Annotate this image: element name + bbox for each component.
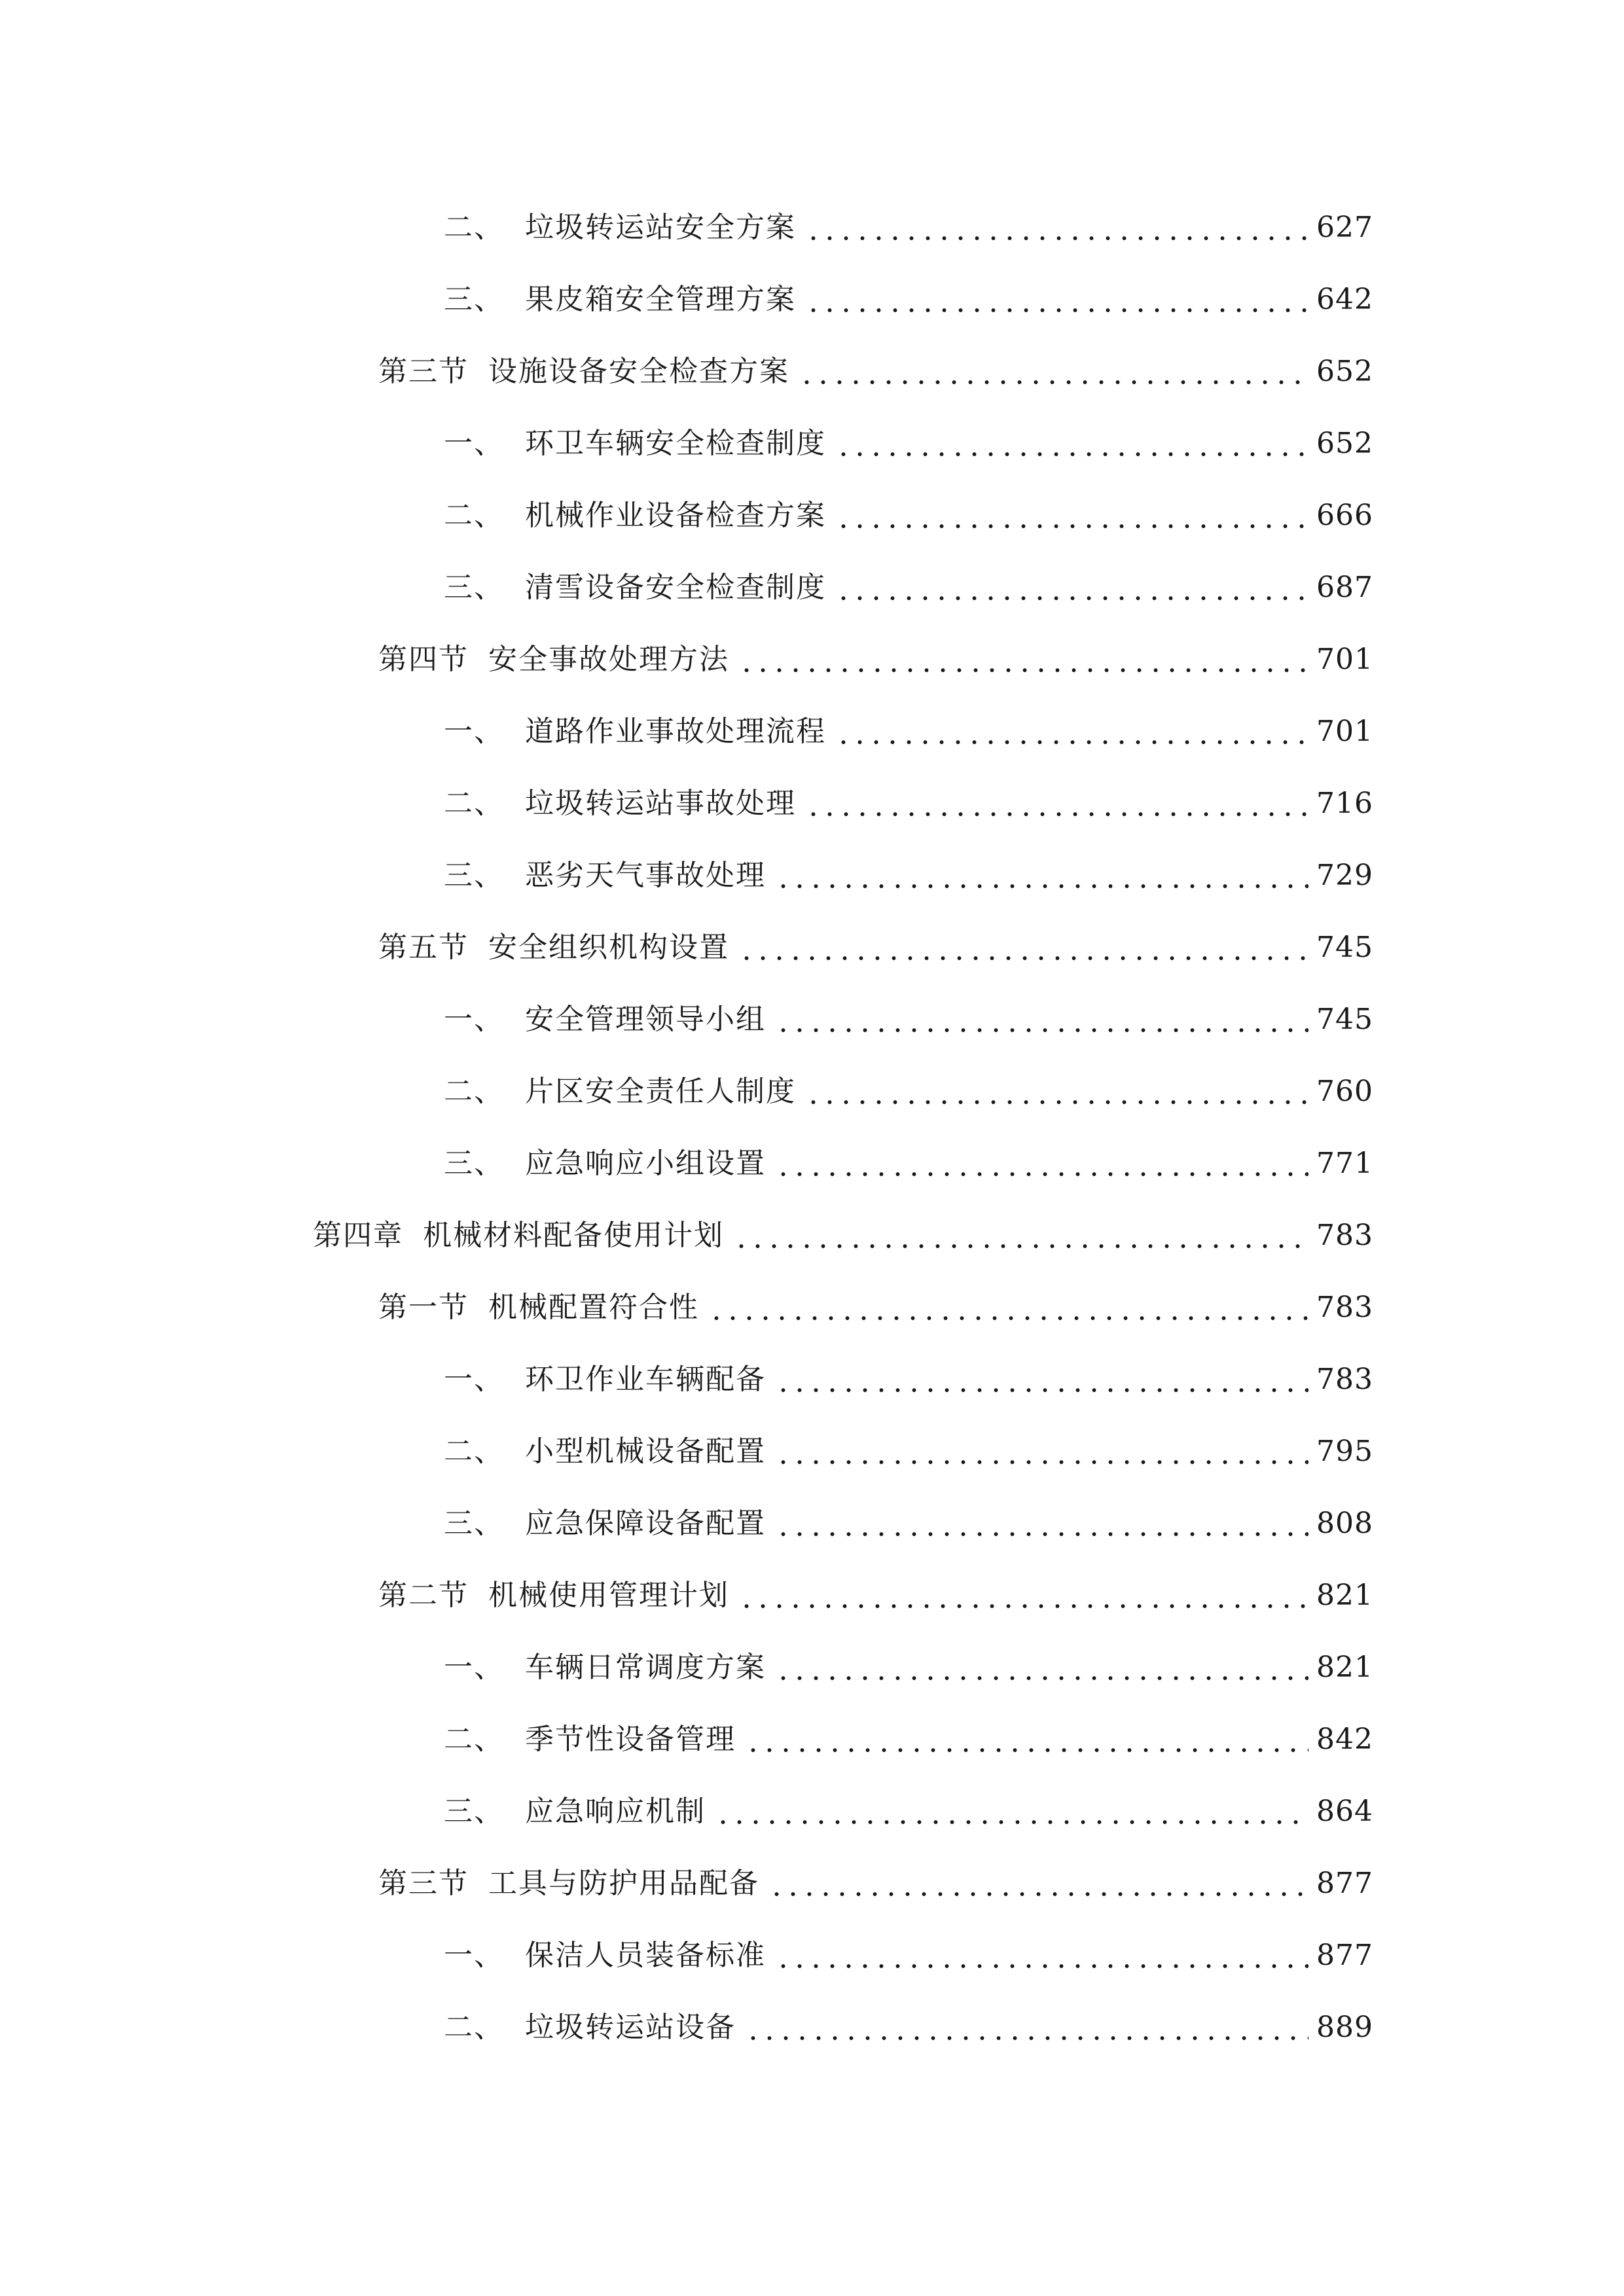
toc-dot-leader	[805, 787, 1308, 820]
toc-entry-number: 三、	[444, 859, 504, 892]
toc-entry-number: 第三节	[378, 1867, 469, 1900]
toc-entry-number: 一、	[444, 1363, 504, 1396]
toc-entry-page-number: 745	[1316, 931, 1373, 964]
toc-entry-number: 第四章	[313, 1219, 403, 1252]
toc-entry-title: 环卫作业车辆配备	[525, 1363, 766, 1396]
toc-entry[interactable]	[0, 1058, 1624, 1130]
toc-entry[interactable]	[0, 1706, 1624, 1778]
toc-entry-number: 三、	[444, 1147, 504, 1180]
toc-entry-row	[444, 859, 1373, 892]
toc-entry-row	[444, 1075, 1373, 1108]
toc-entry-title: 应急响应小组设置	[525, 1147, 766, 1180]
toc-entry-page-number: 652	[1316, 427, 1373, 460]
toc-entry-page-number: 795	[1316, 1435, 1373, 1468]
toc-entry-title: 应急响应机制	[525, 1795, 706, 1828]
toc-dot-leader	[835, 427, 1308, 460]
toc-entry-number: 二、	[444, 2011, 504, 2044]
toc-entry-page-number: 666	[1316, 499, 1373, 532]
toc-dot-leader	[775, 1147, 1308, 1180]
toc-dot-leader	[775, 859, 1308, 892]
toc-dot-leader	[775, 1939, 1308, 1972]
toc-entry-page-number: 783	[1316, 1363, 1373, 1396]
toc-entry-row	[444, 1651, 1373, 1684]
toc-entry-page-number: 771	[1316, 1147, 1373, 1180]
toc-entry-number: 第四节	[378, 643, 469, 676]
toc-entry[interactable]	[0, 698, 1624, 770]
toc-entry-number: 第五节	[378, 931, 469, 964]
toc-entry-row	[444, 1723, 1373, 1756]
toc-entry-number: 三、	[444, 571, 504, 604]
toc-entry[interactable]	[0, 266, 1624, 338]
toc-entry-number: 二、	[444, 211, 504, 244]
toc-entry[interactable]	[0, 986, 1624, 1058]
toc-entry-number: 一、	[444, 1651, 504, 1684]
toc-entry-number: 第三节	[378, 355, 469, 388]
toc-entry-title: 小型机械设备配置	[525, 1435, 766, 1468]
toc-entry-title: 工具与防护用品配备	[488, 1867, 759, 1900]
toc-entry[interactable]	[0, 1994, 1624, 2066]
toc-entry-title: 机械材料配备使用计划	[423, 1219, 724, 1252]
toc-entry-number: 第一节	[378, 1291, 469, 1324]
toc-entry-title: 安全组织机构设置	[488, 931, 729, 964]
toc-entry-row	[444, 571, 1373, 604]
toc-entry[interactable]	[0, 1850, 1624, 1922]
toc-entry-number: 第二节	[378, 1579, 469, 1612]
toc-entry-number: 三、	[444, 1507, 504, 1540]
toc-entry-page-number: 745	[1316, 1003, 1373, 1036]
toc-entry-page-number: 842	[1316, 1723, 1373, 1756]
toc-entry[interactable]	[0, 1922, 1624, 1994]
toc-dot-leader	[799, 355, 1308, 388]
toc-entry-title: 片区安全责任人制度	[525, 1075, 796, 1108]
toc-entry-page-number: 716	[1316, 787, 1373, 820]
toc-entry-row	[444, 2011, 1373, 2044]
toc-entry-page-number: 652	[1316, 355, 1373, 388]
toc-dot-leader	[835, 715, 1308, 748]
toc-entry[interactable]	[0, 1274, 1624, 1346]
toc-entry[interactable]	[0, 482, 1624, 554]
toc-entry-row	[444, 1147, 1373, 1180]
toc-entry-row	[444, 1003, 1373, 1036]
toc-entry-page-number: 701	[1316, 643, 1373, 676]
toc-entry-number: 二、	[444, 1075, 504, 1108]
toc-entry-row	[378, 1579, 1373, 1612]
toc-entry-page-number: 877	[1316, 1867, 1373, 1900]
toc-entry[interactable]	[0, 626, 1624, 698]
toc-dot-leader	[775, 1003, 1308, 1036]
toc-entry-row	[313, 1219, 1373, 1252]
toc-entry-number: 一、	[444, 427, 504, 460]
toc-entry-page-number: 760	[1316, 1075, 1373, 1108]
toc-entry-title: 垃圾转运站安全方案	[525, 211, 796, 244]
toc-dot-leader	[768, 1867, 1308, 1900]
toc-entry[interactable]	[0, 554, 1624, 626]
toc-entry-row	[378, 1867, 1373, 1900]
toc-entry[interactable]	[0, 1418, 1624, 1490]
toc-entry-title: 道路作业事故处理流程	[525, 715, 826, 748]
toc-entry[interactable]	[0, 842, 1624, 914]
toc-dot-leader	[835, 571, 1308, 604]
toc-dot-leader	[775, 1435, 1308, 1468]
toc-entry-number: 三、	[444, 1795, 504, 1828]
toc-entry-page-number: 627	[1316, 211, 1373, 244]
toc-entry-page-number: 729	[1316, 859, 1373, 892]
toc-entry-page-number: 877	[1316, 1939, 1373, 1972]
toc-dot-leader	[775, 1651, 1308, 1684]
toc-entry-number: 一、	[444, 715, 504, 748]
toc-entry[interactable]	[0, 194, 1624, 266]
toc-entry[interactable]	[0, 1202, 1624, 1274]
toc-dot-leader	[805, 283, 1308, 316]
toc-entry-row	[444, 787, 1373, 820]
toc-entry-row	[444, 283, 1373, 316]
toc-entry-row	[444, 427, 1373, 460]
toc-dot-leader	[835, 499, 1308, 532]
toc-entry-number: 二、	[444, 1435, 504, 1468]
toc-entry-title: 机械配置符合性	[488, 1291, 699, 1324]
toc-entry-row	[378, 1291, 1373, 1324]
toc-entry-title: 应急保障设备配置	[525, 1507, 766, 1540]
toc-dot-leader	[745, 1723, 1308, 1756]
toc-entry-row	[378, 355, 1373, 388]
toc-entry-page-number: 701	[1316, 715, 1373, 748]
toc-entry-title: 垃圾转运站事故处理	[525, 787, 796, 820]
toc-entry[interactable]	[0, 1490, 1624, 1562]
toc-entry-row	[444, 1795, 1373, 1828]
toc-entry-title: 安全事故处理方法	[488, 643, 729, 676]
toc-entry[interactable]	[0, 1634, 1624, 1706]
toc-entry[interactable]	[0, 410, 1624, 482]
toc-entry-title: 垃圾转运站设备	[525, 2011, 736, 2044]
toc-entry-row	[444, 1435, 1373, 1468]
table-of-contents	[0, 194, 1624, 2066]
toc-entry-page-number: 808	[1316, 1507, 1373, 1540]
toc-dot-leader	[738, 643, 1308, 676]
toc-entry-page-number: 864	[1316, 1795, 1373, 1828]
toc-entry-title: 机械使用管理计划	[488, 1579, 729, 1612]
toc-entry-row	[444, 1939, 1373, 1972]
toc-entry-title: 机械作业设备检查方案	[525, 499, 826, 532]
toc-entry-page-number: 783	[1316, 1219, 1373, 1252]
toc-entry[interactable]	[0, 914, 1624, 986]
toc-entry-title: 果皮箱安全管理方案	[525, 283, 796, 316]
toc-entry-row	[444, 1507, 1373, 1540]
toc-dot-leader	[745, 2011, 1308, 2044]
toc-entry-number: 一、	[444, 1003, 504, 1036]
toc-entry-title: 季节性设备管理	[525, 1723, 736, 1756]
toc-entry-title: 安全管理领导小组	[525, 1003, 766, 1036]
toc-entry-page-number: 821	[1316, 1579, 1373, 1612]
toc-dot-leader	[738, 931, 1308, 964]
toc-entry-page-number: 687	[1316, 571, 1373, 604]
toc-entry[interactable]	[0, 338, 1624, 410]
toc-dot-leader	[708, 1291, 1308, 1324]
toc-entry-row	[444, 715, 1373, 748]
toc-entry-number: 三、	[444, 283, 504, 316]
toc-entry-row	[444, 211, 1373, 244]
toc-entry-title: 环卫车辆安全检查制度	[525, 427, 826, 460]
toc-dot-leader	[805, 211, 1308, 244]
toc-dot-leader	[775, 1507, 1308, 1540]
toc-entry-title: 车辆日常调度方案	[525, 1651, 766, 1684]
toc-dot-leader	[805, 1075, 1308, 1108]
toc-entry[interactable]	[0, 1562, 1624, 1634]
toc-dot-leader	[733, 1219, 1308, 1252]
toc-entry-title: 清雪设备安全检查制度	[525, 571, 826, 604]
toc-entry-number: 二、	[444, 1723, 504, 1756]
toc-entry-page-number: 783	[1316, 1291, 1373, 1324]
toc-entry-page-number: 889	[1316, 2011, 1373, 2044]
toc-entry-title: 恶劣天气事故处理	[525, 859, 766, 892]
toc-entry-number: 二、	[444, 787, 504, 820]
toc-dot-leader	[775, 1363, 1308, 1396]
toc-entry-title: 设施设备安全检查方案	[488, 355, 789, 388]
toc-entry-row	[378, 931, 1373, 964]
toc-entry-title: 保洁人员装备标准	[525, 1939, 766, 1972]
toc-entry[interactable]	[0, 1346, 1624, 1418]
toc-dot-leader	[738, 1579, 1308, 1612]
toc-dot-leader	[715, 1795, 1308, 1828]
toc-entry[interactable]	[0, 770, 1624, 842]
toc-entry[interactable]	[0, 1130, 1624, 1202]
toc-entry-page-number: 642	[1316, 283, 1373, 316]
toc-entry-page-number: 821	[1316, 1651, 1373, 1684]
toc-entry-number: 二、	[444, 499, 504, 532]
toc-entry-row	[444, 1363, 1373, 1396]
toc-entry-row	[378, 643, 1373, 676]
toc-entry-row	[444, 499, 1373, 532]
toc-entry[interactable]	[0, 1778, 1624, 1850]
toc-entry-number: 一、	[444, 1939, 504, 1972]
